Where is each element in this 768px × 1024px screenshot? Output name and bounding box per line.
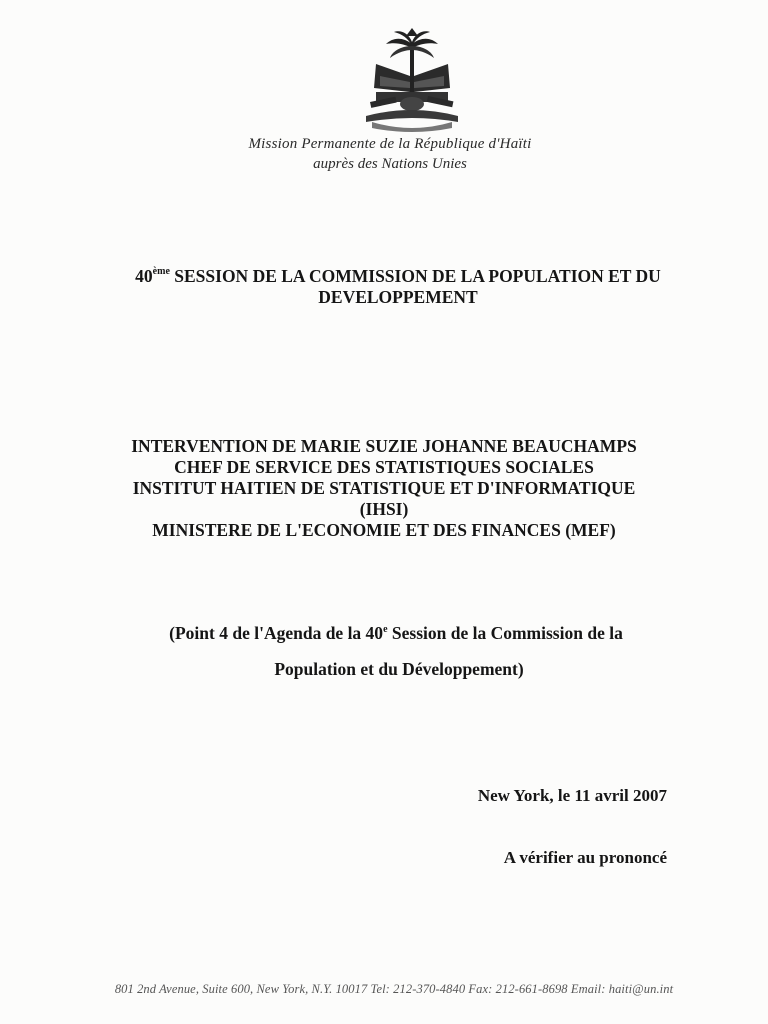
intervention-line: CHEF DE SERVICE DES STATISTIQUES SOCIALES (174, 457, 594, 477)
footer-address: 801 2nd Avenue, Suite 600, New York, N.Y. 10017 Tel: 212-370-4840 Fax: 212-661-8698 Email: haiti@un.int (114, 982, 674, 996)
session-ordinal: ème (152, 266, 170, 278)
agenda-ordinal: e (383, 624, 388, 636)
intervention-line: INTERVENTION DE MARIE SUZIE JOHANNE BEAUCHAMPS (131, 436, 637, 456)
mission-subtitle: auprès des Nations Unies (313, 156, 467, 172)
agenda-line1-start: (Point 4 de l'Agenda de la 40 (169, 623, 384, 643)
intervention-line: (IHSI) (359, 499, 409, 519)
session-number: 40 (135, 266, 153, 286)
intervention-line: MINISTERE DE L'ECONOMIE ET DES FINANCES (MEF) (152, 520, 616, 540)
agenda-line1 (24, 623, 768, 644)
agenda-line2: Population et du Développement) (274, 659, 524, 679)
intervention-heading (0, 436, 768, 541)
verify-note: A vérifier au prononcé (503, 848, 667, 867)
coat-of-arms-emblem (356, 26, 468, 134)
agenda-line1-end: Session de la Commission de la (387, 623, 623, 643)
session-title-line1: SESSION DE LA COMMISSION DE LA POPULATION ET DU (169, 266, 661, 286)
intervention-line: INSTITUT HAITIEN DE STATISTIQUE ET D'INFORMATIQUE (132, 478, 636, 498)
place-date: New York, le 11 avril 2007 (477, 786, 667, 805)
session-heading (28, 266, 768, 308)
mission-name: Mission Permanente de la République d'Haïti (248, 136, 532, 152)
session-title-line2: DEVELOPPEMENT (318, 287, 478, 307)
